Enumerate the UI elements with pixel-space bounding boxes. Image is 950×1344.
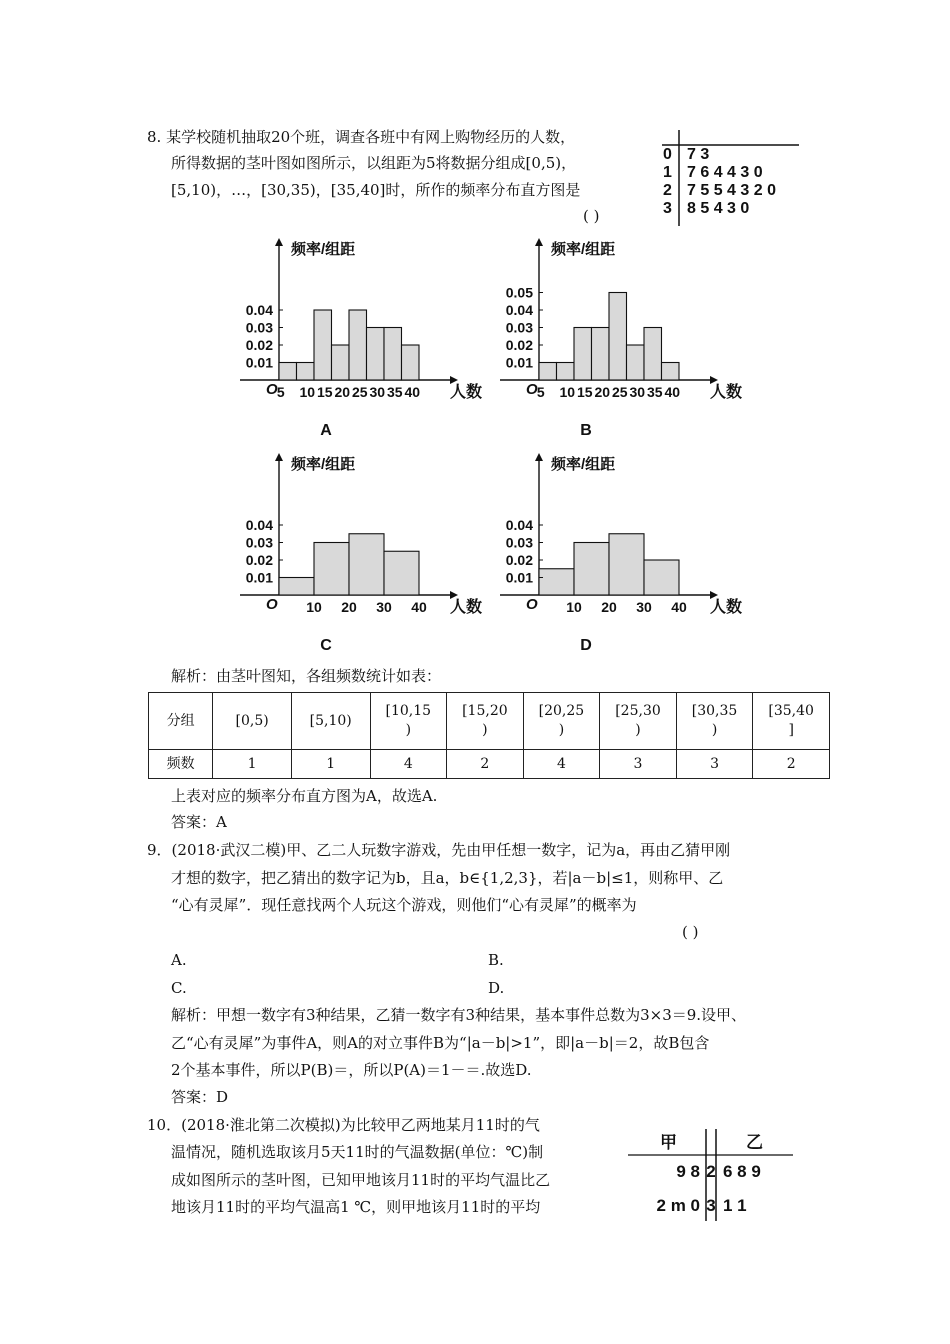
left-leaves-1: 2 m 0 <box>656 1196 700 1215</box>
histogram-bar <box>539 569 574 595</box>
x-axis-title: 人数 <box>449 599 483 616</box>
q9-option-a: A. <box>171 951 187 969</box>
histogram-bar <box>574 328 592 381</box>
y-tick-label: 0.02 <box>245 552 273 568</box>
histogram-bar <box>349 534 384 595</box>
histogram-bar <box>627 345 645 380</box>
q9-line-2: 才想的数字，把乙猜出的数字记为b，且a，b∈{1,2,3}，若|a－b|≤1，则称甲、乙 <box>171 869 724 887</box>
q8-paren: ( ) <box>583 207 600 225</box>
x-tick-label: 30 <box>629 384 646 400</box>
table-cell-count: 3 <box>600 750 677 779</box>
table-cell-group: [35,40 ] <box>753 693 830 750</box>
table-header-group: 分组 <box>149 693 213 750</box>
x-tick-label: 40 <box>671 599 687 615</box>
q9-analysis-3: 2个基本事件，所以P(B)＝，所以P(A)＝1－＝.故选D. <box>171 1061 532 1079</box>
y-axis-arrow <box>535 453 543 461</box>
y-tick-label: 0.04 <box>505 302 533 318</box>
q8-line-2: 所得数据的茎叶图如图所示，以组距为5将数据分组成[0,5)， <box>171 154 577 172</box>
stem-0: 0 <box>663 146 672 163</box>
histogram-bar <box>314 310 332 380</box>
y-tick-label: 0.03 <box>505 319 533 336</box>
table-header-count: 频数 <box>149 750 213 779</box>
histogram-bar <box>609 293 627 381</box>
y-axis-arrow <box>275 238 283 246</box>
table-cell-count: 2 <box>753 750 830 779</box>
y-tick-label: 0.01 <box>245 569 273 586</box>
q9-line-1: 9．(2018·武汉二模)甲、乙二人玩数字游戏，先由甲任想一数字，记为a，再由乙猜甲刚 <box>147 841 731 859</box>
histogram-bar <box>662 363 680 381</box>
table-cell-count: 2 <box>447 750 524 779</box>
stem-1: 1 <box>663 164 672 181</box>
histogram-a <box>238 230 488 440</box>
origin-label: O <box>526 596 538 613</box>
y-axis-title: 频率/组距 <box>291 241 356 258</box>
analysis-8: 解析：由茎叶图知，各组频数统计如表： <box>171 667 442 685</box>
y-tick-label: 0.02 <box>505 337 533 353</box>
histogram-bar <box>349 310 367 380</box>
answer-9: 答案：D <box>171 1088 229 1106</box>
right-leaves-0: 6 8 9 <box>723 1162 761 1181</box>
leaves-0: 7 3 <box>687 146 710 163</box>
histogram-bar <box>297 363 315 381</box>
q9-option-b: B. <box>488 951 504 969</box>
table-cell-group: [5,10) <box>291 693 370 750</box>
histogram-bar <box>367 328 385 381</box>
y-axis-arrow <box>275 453 283 461</box>
histogram-bar <box>384 551 419 595</box>
x-axis-title: 人数 <box>709 599 743 616</box>
chart-option-letter: B <box>580 422 592 439</box>
q9-option-d: D. <box>488 979 505 997</box>
y-tick-label: 0.01 <box>505 354 533 371</box>
x-axis-arrow <box>450 591 458 599</box>
x-tick-label: 5 <box>536 384 545 400</box>
table-cell-count: 1 <box>213 750 292 779</box>
x-axis-arrow <box>710 591 718 599</box>
histogram-d <box>498 445 748 655</box>
q8-line-1: 8. 某学校随机抽取20个班，调查各班中有网上购物经历的人数， <box>147 128 576 146</box>
x-axis-arrow <box>710 376 718 384</box>
x-tick-label: 20 <box>334 384 351 400</box>
x-axis-title: 人数 <box>449 384 483 401</box>
left-leaves-0: 9 8 <box>676 1162 700 1181</box>
stem2-1: 3 <box>706 1196 716 1215</box>
q9-paren: ( ) <box>682 923 699 941</box>
y-axis-title: 频率/组距 <box>551 241 616 258</box>
leaves-2: 7 5 5 4 3 2 0 <box>687 182 776 199</box>
y-tick-label: 0.02 <box>505 552 533 568</box>
table-cell-group: [30,35 ) <box>676 693 753 750</box>
x-tick-label: 10 <box>566 599 582 615</box>
q8-line-3: [5,10)，…，[30,35)，[35,40]时，所作的频率分布直方图是 <box>171 181 581 199</box>
right-title: 乙 <box>746 1133 763 1152</box>
table-cell-count: 3 <box>676 750 753 779</box>
stem2-0: 2 <box>706 1162 716 1181</box>
y-tick-label: 0.04 <box>245 302 273 318</box>
y-tick-label: 0.01 <box>245 354 273 371</box>
x-tick-label: 15 <box>317 384 333 400</box>
q10-line-4: 地该月11时的平均气温高1 ℃，则甲地该月11时的平均 <box>171 1198 541 1216</box>
table-cell-count: 4 <box>370 750 447 779</box>
x-tick-label: 40 <box>664 384 681 400</box>
histogram-bar <box>402 345 420 380</box>
x-tick-label: 40 <box>411 599 427 615</box>
origin-label: O <box>526 381 538 398</box>
answer-8: 答案：A <box>171 813 227 831</box>
chart-option-letter: A <box>320 422 332 439</box>
histogram-bar <box>279 578 314 596</box>
histogram-bar <box>557 363 575 381</box>
y-tick-label: 0.03 <box>245 319 273 336</box>
x-tick-label: 5 <box>276 384 285 400</box>
origin-label: O <box>266 381 278 398</box>
x-tick-label: 10 <box>559 384 576 400</box>
y-tick-label: 0.04 <box>505 517 533 533</box>
x-tick-label: 40 <box>404 384 421 400</box>
histogram-bar <box>574 543 609 596</box>
chart-option-letter: C <box>320 637 332 654</box>
x-axis-title: 人数 <box>709 384 743 401</box>
histogram-bar <box>384 328 402 381</box>
y-tick-label: 0.03 <box>505 534 533 551</box>
x-tick-label: 10 <box>299 384 316 400</box>
x-tick-label: 20 <box>601 599 617 615</box>
x-tick-label: 30 <box>369 384 386 400</box>
x-axis-arrow <box>450 376 458 384</box>
q10-line-1: 10．(2018·淮北第二次模拟)为比较甲乙两地某月11时的气 <box>147 1116 540 1134</box>
stem-3: 3 <box>663 200 672 217</box>
y-tick-label: 0.01 <box>505 569 533 586</box>
histogram-bar <box>644 328 662 381</box>
q10-line-3: 成如图所示的茎叶图，已知甲地该月11时的平均气温比乙 <box>171 1171 551 1189</box>
table-cell-group: [10,15 ) <box>370 693 447 750</box>
q9-option-c: C. <box>171 979 187 997</box>
histogram-bar <box>332 345 350 380</box>
x-tick-label: 25 <box>612 384 628 400</box>
right-leaves-1: 1 1 <box>723 1196 747 1215</box>
leaves-1: 7 6 4 4 3 0 <box>687 164 763 181</box>
table-cell-group: [0,5) <box>213 693 292 750</box>
q9-line-3: “心有灵犀”．现任意找两个人玩这个游戏，则他们“心有灵犀”的概率为 <box>171 896 637 914</box>
stem-leaf-plot-1 <box>655 130 805 230</box>
q9-analysis-2: 乙“心有灵犀”为事件A，则A的对立事件B为“|a－b|>1”，即|a－b|＝2，故B包含 <box>171 1034 710 1052</box>
x-tick-label: 30 <box>376 599 392 615</box>
x-tick-label: 25 <box>352 384 368 400</box>
histogram-bar <box>314 543 349 596</box>
leaves-3: 8 5 4 3 0 <box>687 200 750 217</box>
q9-analysis-1: 解析：甲想一数字有3种结果，乙猜一数字有3种结果，基本事件总数为3×3＝9.设甲、 <box>171 1006 747 1024</box>
x-tick-label: 35 <box>387 384 403 400</box>
histogram-bar <box>592 328 610 381</box>
table-cell-group: [15,20 ) <box>447 693 524 750</box>
chart-option-letter: D <box>580 637 592 654</box>
y-tick-label: 0.02 <box>245 337 273 353</box>
histogram-c <box>238 445 488 655</box>
x-tick-label: 30 <box>636 599 652 615</box>
stem-2: 2 <box>663 182 672 199</box>
table-cell-count: 4 <box>523 750 600 779</box>
y-axis-title: 频率/组距 <box>551 456 616 473</box>
histogram-bar <box>539 363 557 381</box>
x-tick-label: 20 <box>594 384 611 400</box>
table-cell-count: 1 <box>291 750 370 779</box>
x-tick-label: 20 <box>341 599 357 615</box>
table-cell-group: [25,30 ) <box>600 693 677 750</box>
y-tick-label: 0.05 <box>505 284 533 301</box>
stem-leaf-plot-2 <box>618 1125 798 1225</box>
x-tick-label: 10 <box>306 599 322 615</box>
x-tick-label: 15 <box>577 384 593 400</box>
y-axis-arrow <box>535 238 543 246</box>
after-table-text: 上表对应的频率分布直方图为A，故选A. <box>171 787 438 805</box>
origin-label: O <box>266 596 278 613</box>
frequency-table <box>148 692 830 779</box>
q10-line-2: 温情况，随机选取该月5天11时的气温数据(单位：℃)制 <box>171 1143 544 1161</box>
y-tick-label: 0.03 <box>245 534 273 551</box>
left-title: 甲 <box>660 1133 677 1152</box>
x-tick-label: 35 <box>647 384 663 400</box>
histogram-b <box>498 230 748 440</box>
histogram-bar <box>644 560 679 595</box>
y-tick-label: 0.04 <box>245 517 273 533</box>
table-cell-group: [20,25 ) <box>523 693 600 750</box>
histogram-bar <box>279 363 297 381</box>
histogram-bar <box>609 534 644 595</box>
y-axis-title: 频率/组距 <box>291 456 356 473</box>
